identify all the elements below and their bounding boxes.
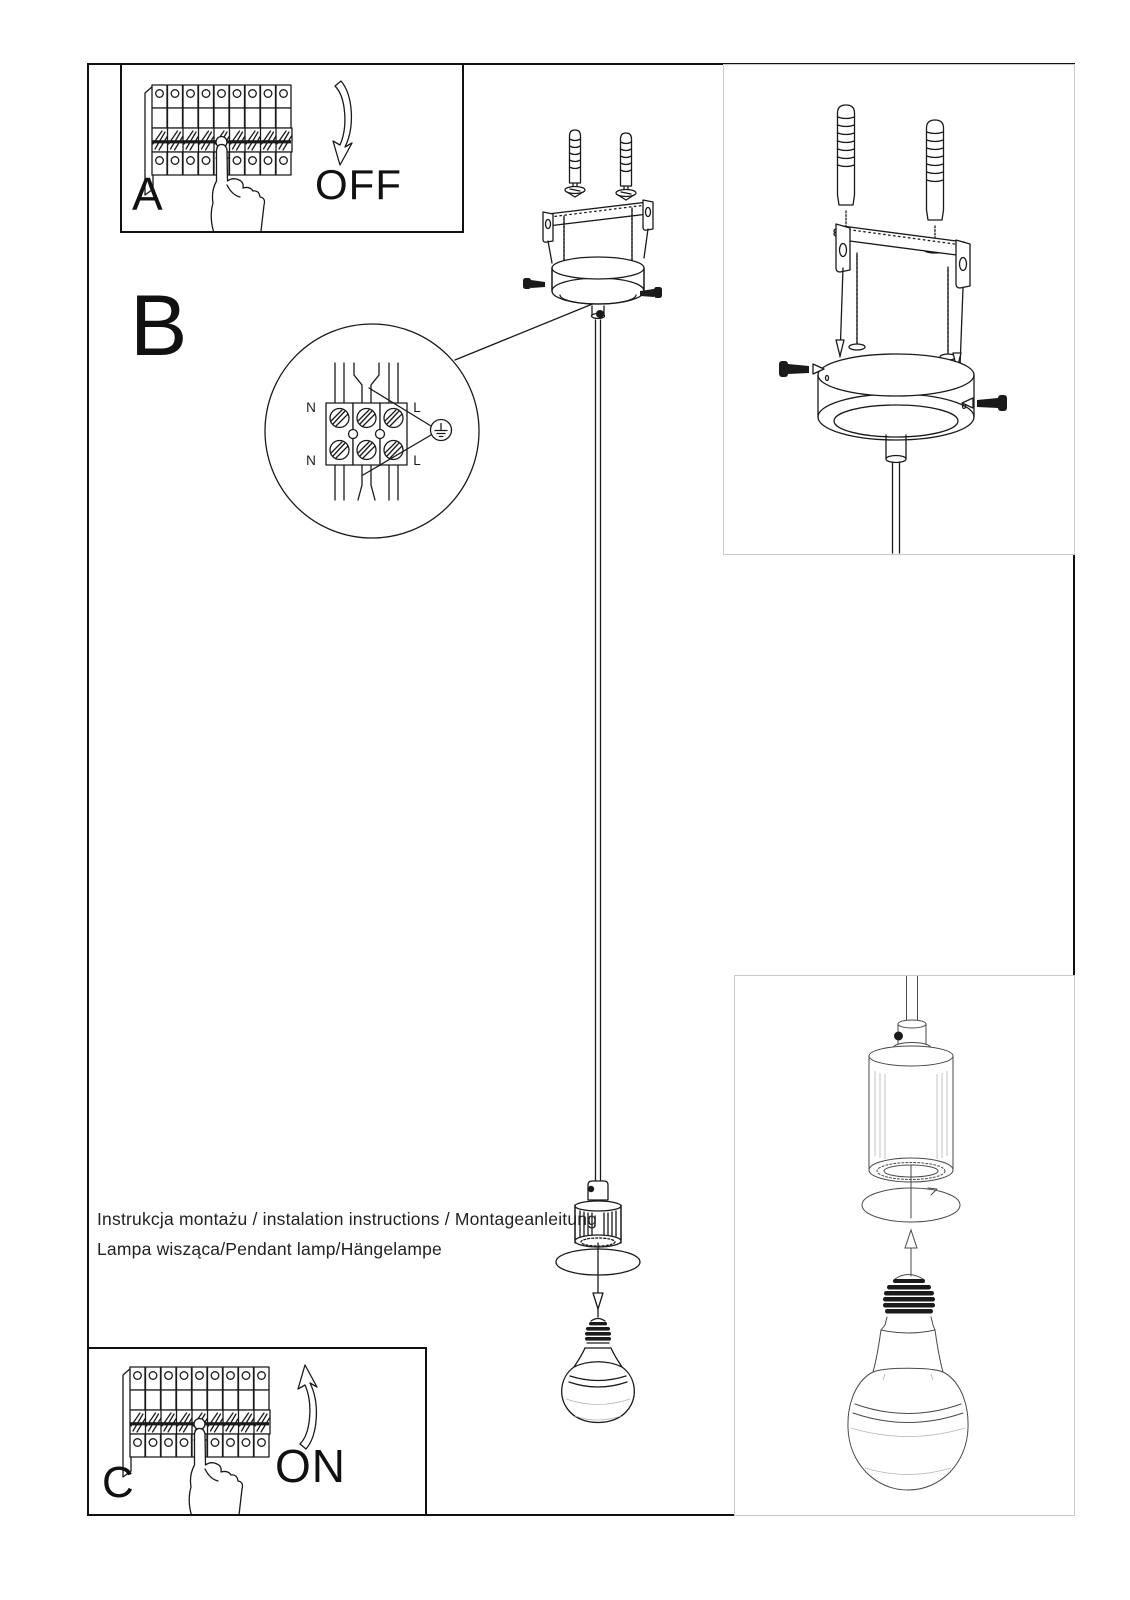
light-bulb-icon: [562, 1319, 635, 1423]
bulb-detail-drawing: [735, 976, 1074, 1515]
step-a-label: A: [132, 168, 163, 220]
power-cable-icon: [907, 976, 918, 1021]
neutral-label-bottom: N: [306, 453, 316, 468]
cord-grip-icon: [588, 1181, 608, 1200]
step-c-label: C: [102, 1458, 134, 1507]
lamp-socket-icon: [869, 1046, 953, 1182]
mounting-bracket-icon: [543, 200, 653, 242]
footer-line-product: Lampa wisząca/Pendant lamp/Hängelampe: [97, 1239, 442, 1259]
alignment-lines: [840, 268, 963, 367]
mounting-detail-panel: [723, 64, 1075, 555]
step-c-illustration: [89, 1349, 425, 1514]
step-a-illustration: [122, 65, 462, 231]
light-bulb-icon: [848, 1275, 968, 1491]
footer-text: [97, 1204, 597, 1264]
wall-plug-icon: [565, 130, 585, 197]
power-cable-icon: [596, 320, 601, 1183]
curved-arrow-down-icon: [333, 81, 352, 165]
curved-arrow-up-icon: [298, 1365, 317, 1449]
wall-plug-icon: [838, 105, 944, 220]
screw-icon: [836, 253, 961, 369]
insert-arrow-up: [905, 1230, 917, 1276]
bulb-detail-panel: [734, 975, 1075, 1516]
footer-line-instructions: Instrukcja montażu / instalation instructions / Montageanleitung: [97, 1209, 598, 1229]
power-off-label: OFF: [315, 161, 402, 208]
live-label-bottom: L: [413, 453, 421, 468]
insert-arrow-down: [836, 340, 844, 356]
wall-plug-icon: [616, 133, 636, 200]
step-b-label: B: [130, 278, 188, 374]
step-a-box: [120, 63, 464, 233]
ceiling-canopy-icon: [818, 354, 974, 463]
power-on-label: ON: [275, 1440, 346, 1492]
live-label-top: L: [413, 400, 421, 415]
mounting-bracket-icon: [836, 224, 970, 288]
mounting-detail-drawing: [724, 65, 1074, 554]
neutral-label-top: N: [306, 400, 316, 415]
power-cable-icon: [893, 462, 900, 553]
ceiling-canopy-icon: [552, 257, 644, 319]
step-c-box: [87, 1347, 427, 1516]
detail-leader-line: [455, 296, 612, 360]
